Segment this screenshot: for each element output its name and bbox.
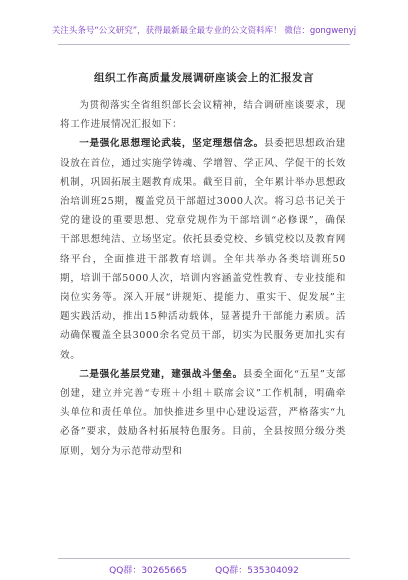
footer-contacts: [0, 563, 408, 576]
header-banner: 关注头条号“公文研究”，获得最新最全最专业的公文资料库！ 微信：gongwenyj: [51, 26, 357, 36]
section-2-body: 县委全面化“五星”支部创建，建立并完善“专班＋小组＋联席会议”工作机制，明确牵头单位和责任单位。加快推进乡里中心建设运营，严格落实“九必备”要求，鼓励各村拓展特色服务。目前，全县按照分级分类原则，划分为示范带动型和: [60, 368, 346, 457]
document-body: [60, 96, 346, 546]
intro-paragraph: 为贯彻落实全省组织部长会议精神，结合调研座谈要求，现将工作进展情况汇报如下：: [60, 100, 346, 131]
footer-divider: [58, 558, 350, 559]
footer-qq-group-2: QQ群：535304092: [215, 566, 299, 576]
header-divider: [58, 44, 350, 45]
footer-qq-group-1: QQ群：30265665: [109, 566, 188, 576]
section-2-paragraph: [60, 365, 346, 461]
section-1-paragraph: [60, 134, 346, 364]
section-1-heading: 一是强化思想理论武装，坚定理想信念。: [79, 138, 264, 150]
section-1-body: 县委把思想政治建设放在首位，通过实施学铸魂、学增智、学正风、学促干的长效机制，巩固拓展主题教育成果。截至目前，全年累计举办思想政治培训班25期，覆盖党员干部超过3000人次。将习总书记关于党的建设的重要思想、党章党规作为干部培训“必修课”，确保干部思想纯洁、立场坚定。依托县委党校、乡镇党校以及教育网络平台，全面推进干部教育培训。全年共举办各类培训班50期，培训干部5000人次，培训内容涵盖党性教育、专业技能和岗位实务等。深入开展“讲规矩、提能力、重实干、促发展”主题实践活动，推出15种活动载体，显著提升干部能力素质。活动确保覆盖全县3000余名党员干部，切实为民服务更加扎实有效。: [60, 138, 346, 361]
document-title: 组织工作高质量发展调研座谈会上的汇报发言: [94, 72, 314, 84]
section-2-heading: 二是强化基层党建，建强战斗堡垒。: [79, 368, 243, 380]
